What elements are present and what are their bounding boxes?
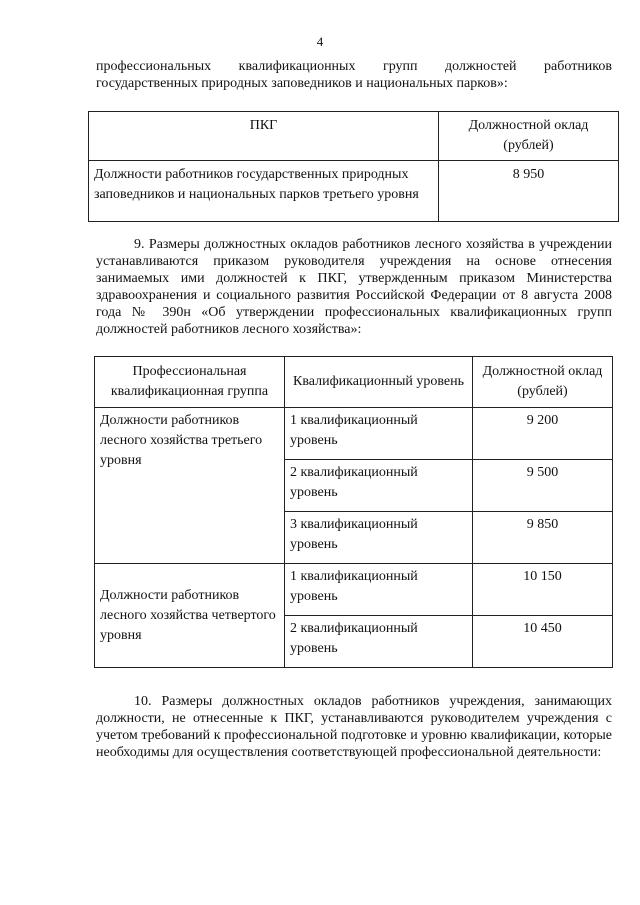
header-group: Профессиональная квалификационная группа <box>95 357 285 408</box>
table-header-row <box>95 357 613 408</box>
table-forestry-salaries <box>94 356 613 668</box>
cell-salary: 10 150 <box>473 564 613 616</box>
paragraph-9: 9. Размеры должностных окладов работников лесного хозяйства в учреждении устанавливаются приказом руководителя учреждения на основе отнесения занимаемых ими должностей к ПКГ, утвержденным приказом Министерства здравоохранения и социального развития Российской Федерации от 8 августа 2008 года № 390н «Об утверждении профессиональных квалификационных групп должностей работников лесного хозяйства»: <box>96 237 612 337</box>
cell-salary: 9 850 <box>473 512 613 564</box>
cell-level: 2 квалификационный уровень <box>285 616 473 668</box>
cell-salary: 8 950 <box>439 161 619 222</box>
cell-salary: 9 500 <box>473 460 613 512</box>
cell-group: Должности работников государственных природных заповедников и национальных парков третьего уровня <box>89 161 439 222</box>
intro-paragraph: профессиональных квалификационных групп должностей работников государственных природных заповедников и национальных парков»: <box>96 59 612 91</box>
header-salary: Должностной оклад (рублей) <box>439 112 619 161</box>
cell-salary: 9 200 <box>473 408 613 460</box>
table-row <box>89 161 619 222</box>
cell-group-fourth-level: Должности работников лесного хозяйства четвертого уровня <box>95 564 285 668</box>
cell-level: 1 квалификационный уровень <box>285 408 473 460</box>
cell-level: 2 квалификационный уровень <box>285 460 473 512</box>
cell-level: 3 квалификационный уровень <box>285 512 473 564</box>
header-pkg: ПКГ <box>89 112 439 161</box>
header-level: Квалификационный уровень <box>285 357 473 408</box>
table-row <box>95 408 613 460</box>
cell-group-third-level: Должности работников лесного хозяйства третьего уровня <box>95 408 285 564</box>
page-number: 4 <box>316 34 324 49</box>
table-header-row <box>89 112 619 161</box>
cell-level: 1 квалификационный уровень <box>285 564 473 616</box>
header-salary: Должностной оклад (рублей) <box>473 357 613 408</box>
cell-salary: 10 450 <box>473 616 613 668</box>
table-pkg-reserves <box>88 111 619 222</box>
paragraph-10: 10. Размеры должностных окладов работников учреждения, занимающих должности, не отнесенные к ПКГ, устанавливаются руководителем учреждения с учетом требований к профессиональной подготовке и уровню квалификации, которые необходимы для осуществления соответствующей профессиональной деятельности: <box>96 694 612 760</box>
table-row <box>95 564 613 616</box>
